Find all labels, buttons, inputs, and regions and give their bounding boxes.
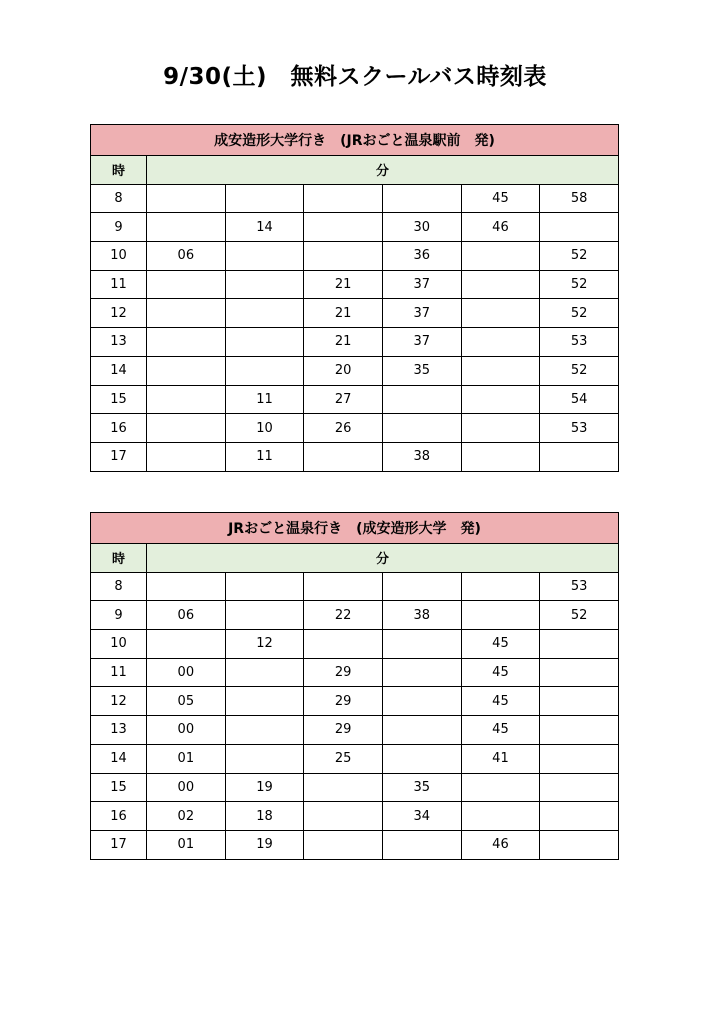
minute-cell	[147, 270, 226, 299]
minute-cell	[304, 802, 383, 831]
minute-cell	[382, 184, 461, 213]
table-heading: 成安造形大学行き (JRおごと温泉駅前 発)	[91, 125, 619, 156]
minute-cell: 06	[147, 601, 226, 630]
hour-cell: 11	[91, 658, 147, 687]
timetable-to-university	[90, 124, 619, 472]
minute-cell	[382, 414, 461, 443]
minute-cell: 38	[382, 442, 461, 471]
table-row	[91, 356, 619, 385]
minute-cell: 22	[304, 601, 383, 630]
minute-cell	[461, 385, 540, 414]
minute-cell: 35	[382, 773, 461, 802]
minute-cell	[147, 442, 226, 471]
hour-cell: 12	[91, 299, 147, 328]
minute-cell	[382, 572, 461, 601]
minute-cell: 18	[225, 802, 304, 831]
minute-cell	[382, 830, 461, 859]
table-row	[91, 299, 619, 328]
minute-cell	[461, 414, 540, 443]
hour-column-header: 時	[91, 156, 147, 185]
table-row	[91, 184, 619, 213]
minute-cell	[147, 572, 226, 601]
minute-cell	[540, 830, 619, 859]
minute-cell: 05	[147, 687, 226, 716]
minute-cell: 54	[540, 385, 619, 414]
hour-cell: 16	[91, 802, 147, 831]
minute-cell: 45	[461, 630, 540, 659]
minute-cell	[540, 630, 619, 659]
minute-cell	[147, 184, 226, 213]
page-title: 9/30(土) 無料スクールバス時刻表	[163, 64, 547, 90]
table-row	[91, 385, 619, 414]
minute-cell	[382, 687, 461, 716]
minute-cell: 27	[304, 385, 383, 414]
minute-cell: 21	[304, 328, 383, 357]
hour-cell: 17	[91, 830, 147, 859]
table-row	[91, 687, 619, 716]
minute-cell	[225, 242, 304, 271]
minute-cell: 45	[461, 658, 540, 687]
table-row	[91, 242, 619, 271]
hour-cell: 14	[91, 356, 147, 385]
hour-cell: 15	[91, 385, 147, 414]
minute-cell	[304, 213, 383, 242]
minute-cell	[540, 773, 619, 802]
minute-cell: 37	[382, 270, 461, 299]
minute-cell: 35	[382, 356, 461, 385]
table-row	[91, 773, 619, 802]
minute-cell	[461, 572, 540, 601]
minute-cell	[147, 414, 226, 443]
hour-cell: 14	[91, 744, 147, 773]
minute-cell	[461, 242, 540, 271]
hour-cell: 13	[91, 328, 147, 357]
minute-cell	[225, 184, 304, 213]
minute-cell	[540, 687, 619, 716]
minute-cell: 21	[304, 270, 383, 299]
minute-cell	[147, 385, 226, 414]
minute-cell	[461, 601, 540, 630]
minute-cell: 53	[540, 414, 619, 443]
minute-cell: 26	[304, 414, 383, 443]
minute-cell	[304, 442, 383, 471]
minute-cell	[304, 830, 383, 859]
timetable-to-station	[90, 512, 619, 860]
minute-cell	[540, 802, 619, 831]
minute-cell: 20	[304, 356, 383, 385]
minute-cell	[147, 630, 226, 659]
minute-cell	[461, 299, 540, 328]
minute-cell: 11	[225, 385, 304, 414]
minute-cell	[225, 601, 304, 630]
minute-cell	[304, 630, 383, 659]
minute-cell	[147, 299, 226, 328]
table-heading: JRおごと温泉行き (成安造形大学 発)	[91, 513, 619, 544]
minute-column-header: 分	[147, 544, 619, 573]
minute-cell	[461, 802, 540, 831]
minute-cell: 10	[225, 414, 304, 443]
table-row	[91, 630, 619, 659]
minute-cell: 37	[382, 328, 461, 357]
minute-cell: 01	[147, 744, 226, 773]
minute-cell	[382, 716, 461, 745]
minute-cell: 46	[461, 830, 540, 859]
hour-cell: 9	[91, 213, 147, 242]
minute-cell: 29	[304, 716, 383, 745]
minute-cell	[304, 184, 383, 213]
table-row	[91, 830, 619, 859]
minute-cell: 00	[147, 716, 226, 745]
table-row	[91, 802, 619, 831]
minute-cell: 12	[225, 630, 304, 659]
minute-cell: 38	[382, 601, 461, 630]
minute-cell: 00	[147, 658, 226, 687]
minute-cell: 52	[540, 601, 619, 630]
hour-column-header: 時	[91, 544, 147, 573]
table-row	[91, 658, 619, 687]
hour-cell: 10	[91, 242, 147, 271]
minute-cell	[225, 716, 304, 745]
minute-cell	[382, 630, 461, 659]
minute-cell	[382, 385, 461, 414]
minute-cell: 34	[382, 802, 461, 831]
minute-cell	[225, 572, 304, 601]
minute-cell: 29	[304, 687, 383, 716]
hour-cell: 10	[91, 630, 147, 659]
minute-cell: 45	[461, 716, 540, 745]
minute-cell: 29	[304, 658, 383, 687]
minute-cell: 06	[147, 242, 226, 271]
minute-cell	[225, 356, 304, 385]
minute-cell	[461, 356, 540, 385]
minute-cell: 46	[461, 213, 540, 242]
minute-cell: 19	[225, 830, 304, 859]
minute-cell	[225, 328, 304, 357]
hour-cell: 16	[91, 414, 147, 443]
minute-cell: 19	[225, 773, 304, 802]
hour-cell: 8	[91, 572, 147, 601]
minute-cell: 45	[461, 687, 540, 716]
minute-cell: 01	[147, 830, 226, 859]
minute-cell: 02	[147, 802, 226, 831]
minute-cell	[540, 442, 619, 471]
minute-cell: 53	[540, 328, 619, 357]
minute-cell	[304, 242, 383, 271]
minute-cell	[225, 658, 304, 687]
minute-cell: 41	[461, 744, 540, 773]
minute-cell: 36	[382, 242, 461, 271]
minute-cell: 14	[225, 213, 304, 242]
minute-cell	[225, 687, 304, 716]
hour-cell: 17	[91, 442, 147, 471]
table-row	[91, 414, 619, 443]
hour-cell: 12	[91, 687, 147, 716]
minute-cell	[382, 658, 461, 687]
minute-cell: 45	[461, 184, 540, 213]
table-row	[91, 328, 619, 357]
table-row	[91, 744, 619, 773]
minute-cell	[540, 213, 619, 242]
minute-cell: 00	[147, 773, 226, 802]
minute-cell: 52	[540, 242, 619, 271]
minute-cell	[461, 442, 540, 471]
minute-cell: 52	[540, 270, 619, 299]
minute-cell	[540, 716, 619, 745]
minute-cell: 21	[304, 299, 383, 328]
minute-cell	[540, 658, 619, 687]
table-row	[91, 442, 619, 471]
minute-cell	[147, 328, 226, 357]
table-row	[91, 270, 619, 299]
minute-cell: 11	[225, 442, 304, 471]
minute-cell: 37	[382, 299, 461, 328]
table-row	[91, 572, 619, 601]
table-row	[91, 213, 619, 242]
minute-cell	[304, 773, 383, 802]
minute-column-header: 分	[147, 156, 619, 185]
hour-cell: 9	[91, 601, 147, 630]
hour-cell: 13	[91, 716, 147, 745]
minute-cell	[147, 356, 226, 385]
hour-cell: 8	[91, 184, 147, 213]
table-row	[91, 716, 619, 745]
minute-cell: 58	[540, 184, 619, 213]
minute-cell	[225, 299, 304, 328]
minute-cell	[225, 270, 304, 299]
minute-cell	[225, 744, 304, 773]
minute-cell	[540, 744, 619, 773]
minute-cell	[461, 773, 540, 802]
minute-cell	[147, 213, 226, 242]
hour-cell: 15	[91, 773, 147, 802]
minute-cell	[382, 744, 461, 773]
minute-cell	[461, 328, 540, 357]
minute-cell: 30	[382, 213, 461, 242]
table-row	[91, 601, 619, 630]
minute-cell: 52	[540, 356, 619, 385]
minute-cell: 53	[540, 572, 619, 601]
minute-cell: 25	[304, 744, 383, 773]
minute-cell: 52	[540, 299, 619, 328]
minute-cell	[304, 572, 383, 601]
hour-cell: 11	[91, 270, 147, 299]
minute-cell	[461, 270, 540, 299]
